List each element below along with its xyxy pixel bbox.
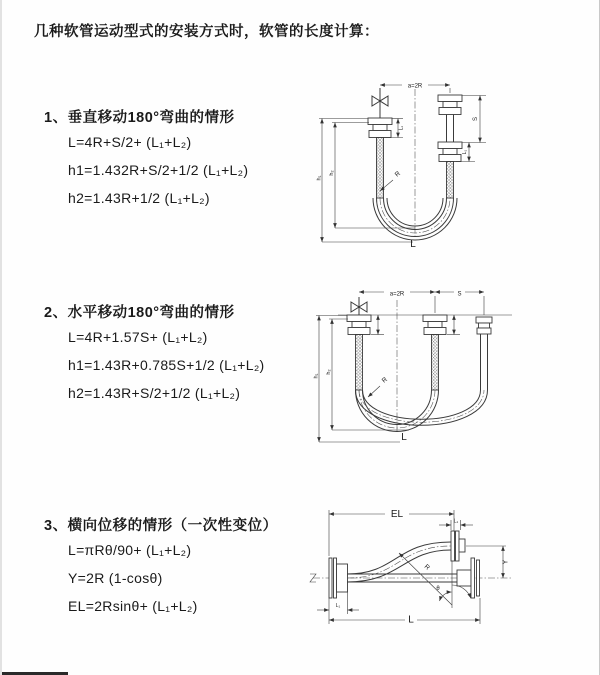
section3-formula-Y: Y=2R (1-cosθ) [68, 570, 163, 586]
left-flange [368, 118, 392, 138]
hose-u-position2 [356, 390, 488, 425]
angle-label: θ [436, 586, 440, 592]
section1-formula-L: L=4R+S/2+ (L₁+L₂) [68, 134, 192, 150]
valve-icon [351, 297, 367, 315]
dim-stroke-label: S [457, 291, 462, 298]
dim-l1-right-label: L₁ [462, 149, 468, 155]
right-flange [457, 558, 480, 598]
section1-formula-h2: h2=1.43R+1/2 (L₁+L₂) [68, 190, 210, 206]
dim-span-label: a=2R [407, 83, 423, 90]
right-flange-lower [438, 142, 462, 162]
length-label: L [408, 614, 414, 626]
valve-icon [372, 88, 388, 118]
dim-h2-label: h₂ [326, 369, 332, 375]
section2-heading: 2、水平移动180°弯曲的情形 [44, 305, 235, 321]
dim-l1-left-label: L₁ [335, 603, 341, 609]
dim-span-label: a=2R [389, 291, 405, 298]
section2-formula-h1: h1=1.43R+0.785S+1/2 (L₁+L₂) [68, 357, 265, 373]
section2-formula-L: L=4R+1.57S+ (L₁+L₂) [68, 329, 208, 345]
dim-h1-label: h₁ [316, 175, 323, 181]
left-braided-hose [356, 335, 363, 391]
middle-flange [423, 315, 447, 335]
left-flange [347, 315, 371, 335]
dim-h2-label: h₂ [329, 170, 335, 176]
diagram-horizontal-180-bend [312, 284, 537, 456]
diagram-vertical-180-bend [316, 76, 528, 258]
section3-formula-L: L=πRθ/90+ (L₁+L₂) [68, 542, 192, 558]
page-title: 几种软管运动型式的安装方式时，软管的长度计算： [34, 24, 379, 40]
section2-formula-h2: h2=1.43R+S/2+1/2 (L₁+L₂) [68, 385, 241, 401]
right-braided-hose [447, 162, 454, 199]
dim-h1-label: h₁ [313, 373, 320, 379]
middle-braided-hose [432, 335, 439, 391]
left-flange [329, 558, 348, 598]
dim-l1-top-label: L₁ [453, 518, 459, 525]
radius-label: R [393, 170, 402, 179]
length-label: L [401, 432, 407, 443]
section1-heading: 1、垂直移动180°弯曲的情形 [44, 110, 235, 126]
section1-formula-h1: h1=1.432R+S/2+1/2 (L₁+L₂) [68, 162, 249, 178]
hose-displaced-position [347, 542, 451, 582]
section3-formula-EL: EL=2Rsinθ+ (L₁+L₂) [68, 598, 198, 614]
radius-label: R [380, 376, 389, 385]
length-label: L [410, 239, 416, 250]
diagram-lateral-displacement [307, 498, 522, 650]
dim-l1-left-label: L₁ [398, 125, 405, 131]
displaced-flange [451, 531, 465, 561]
radius-label: R [422, 563, 431, 572]
right-flange [476, 317, 492, 334]
section3-heading: 3、横向位移的情形（一次性变位） [44, 518, 278, 534]
dim-s-label: S [473, 116, 479, 122]
right-flange-upper [438, 95, 462, 115]
dim-el-label: EL [390, 509, 404, 520]
dim-y-label: Y [502, 559, 510, 565]
